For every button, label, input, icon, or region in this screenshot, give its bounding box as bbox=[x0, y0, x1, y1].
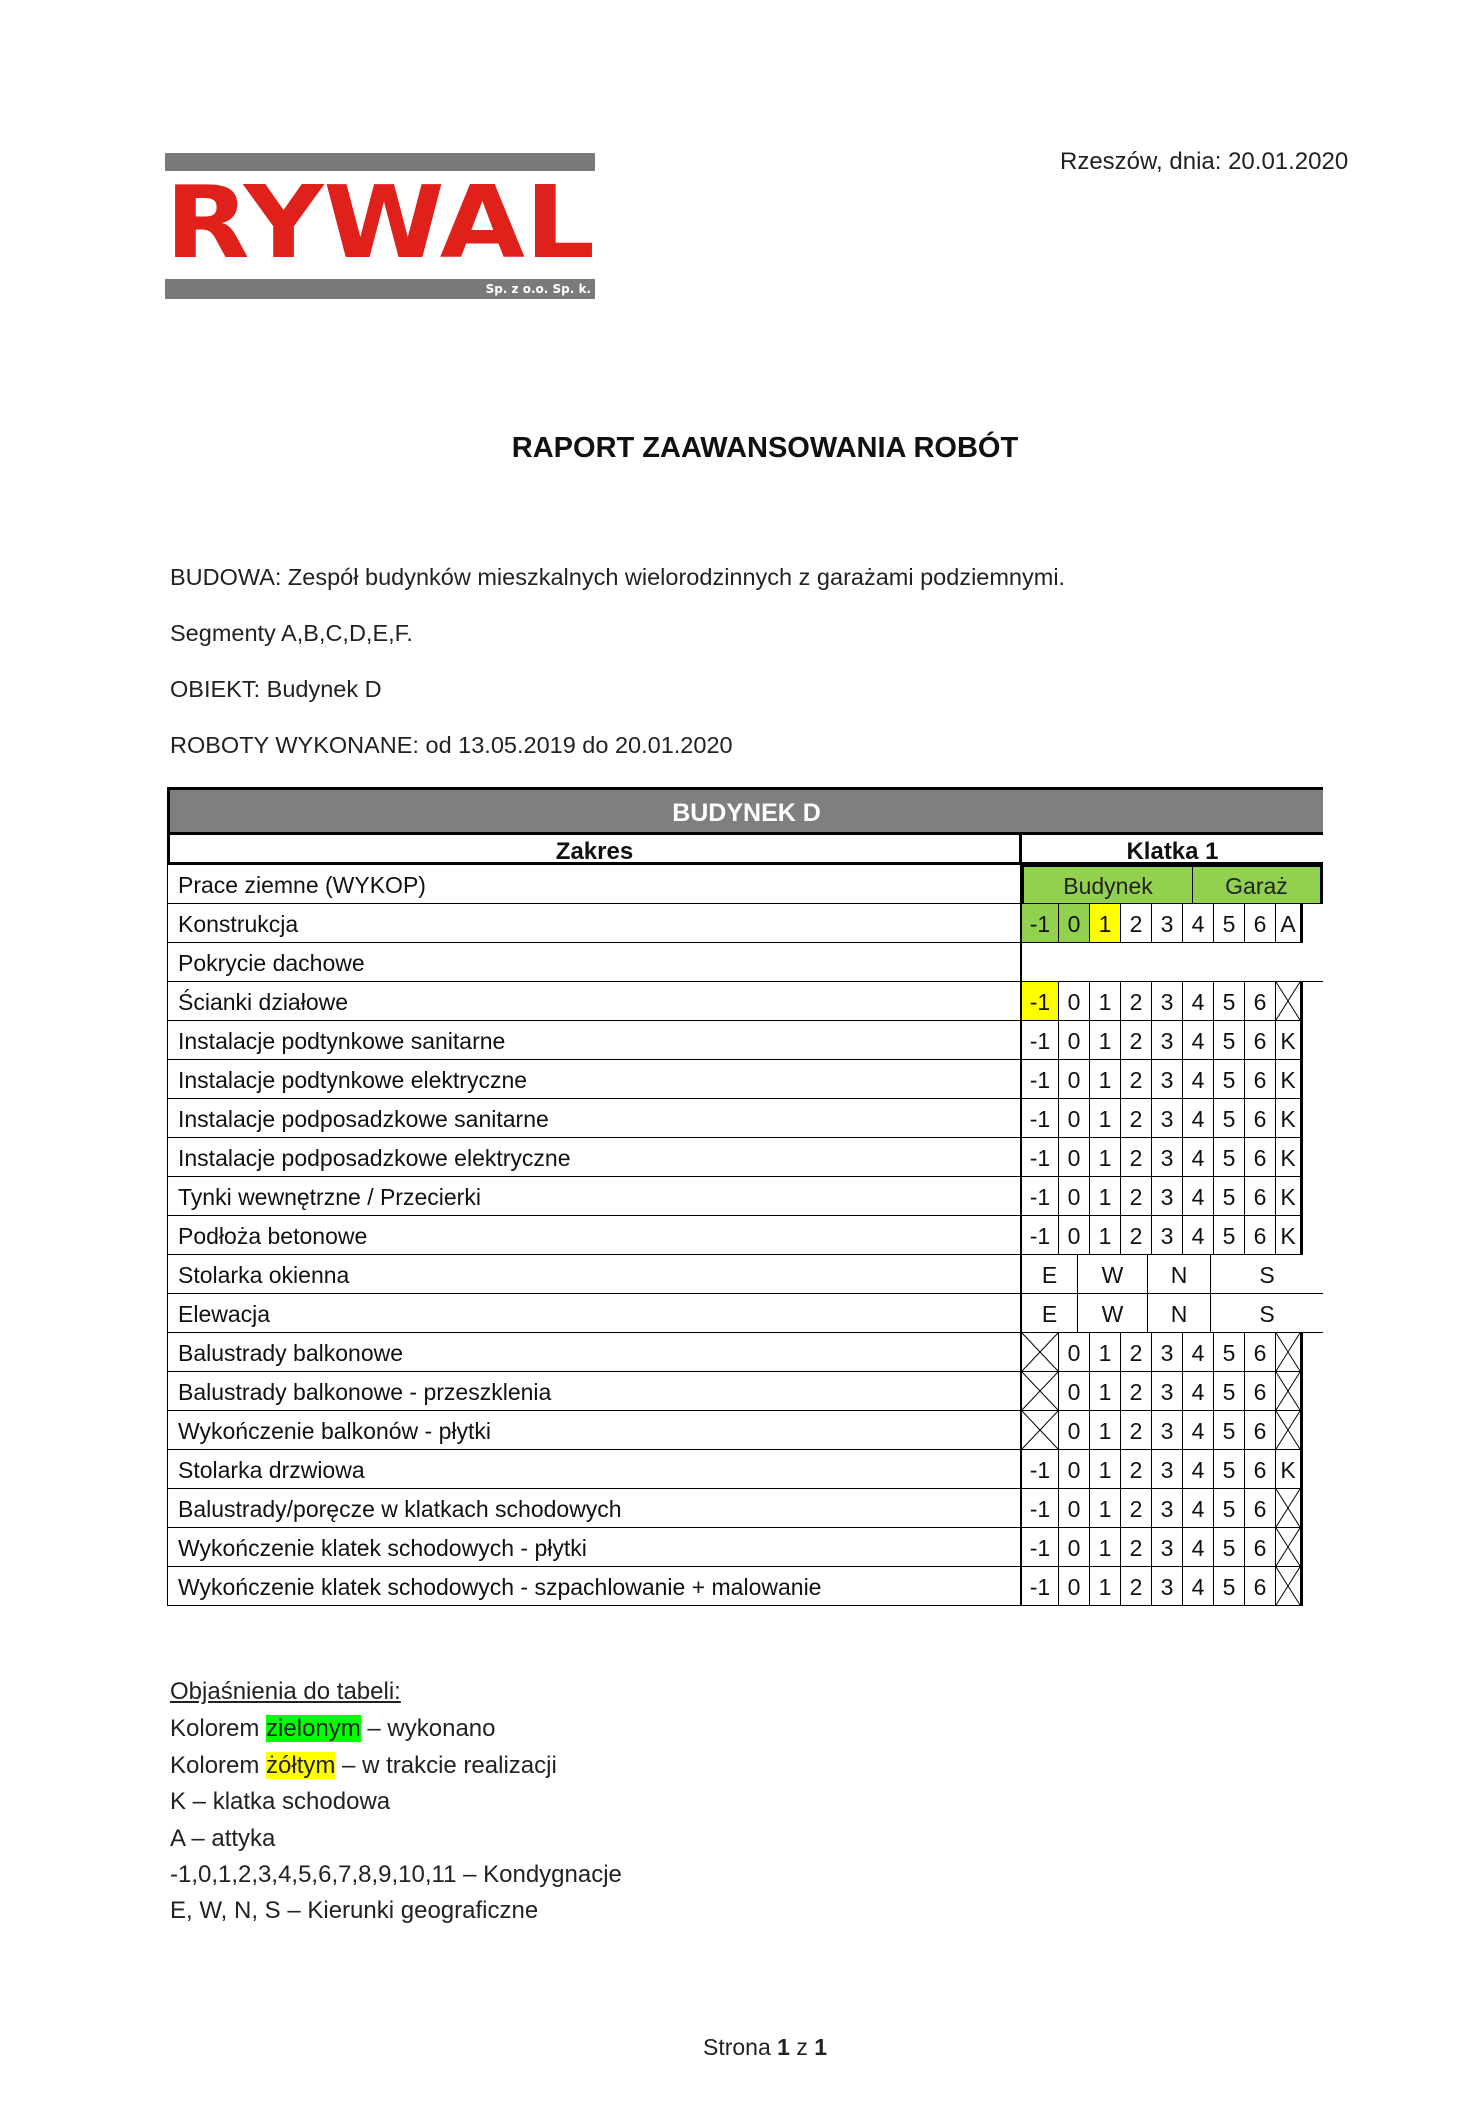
floor-cell: -1 bbox=[1022, 1216, 1059, 1255]
floor-cell: 4 bbox=[1183, 1372, 1214, 1411]
floor-cell: 2 bbox=[1121, 1177, 1152, 1216]
direction-cell: E bbox=[1022, 1255, 1078, 1294]
floor-cell: 1 bbox=[1090, 1060, 1121, 1099]
not-applicable-cross-icon bbox=[1276, 1372, 1300, 1410]
floor-cell: 4 bbox=[1183, 1411, 1214, 1450]
table-row bbox=[167, 1021, 1323, 1060]
floor-cell: 5 bbox=[1214, 1138, 1245, 1177]
floor-cells bbox=[1022, 1528, 1323, 1567]
floor-cell: 3 bbox=[1152, 904, 1183, 943]
floor-cell: 3 bbox=[1152, 1528, 1183, 1567]
not-applicable-cross-icon bbox=[1276, 1489, 1300, 1527]
floor-cell: 3 bbox=[1152, 1333, 1183, 1372]
floor-cell: K bbox=[1276, 1021, 1303, 1060]
floor-cell: 0 bbox=[1059, 1099, 1090, 1138]
floor-cell: 3 bbox=[1152, 1489, 1183, 1528]
floor-cells bbox=[1022, 1021, 1323, 1060]
floor-cell: K bbox=[1276, 1177, 1303, 1216]
floor-cell: 4 bbox=[1183, 1567, 1214, 1606]
floor-cell: 4 bbox=[1183, 1060, 1214, 1099]
legend-green-swatch: zielonym bbox=[266, 1715, 361, 1742]
floor-cell: 6 bbox=[1245, 904, 1276, 943]
column-header-scope: Zakres bbox=[167, 832, 1022, 865]
floor-cell: 4 bbox=[1183, 1021, 1214, 1060]
table-row bbox=[167, 1372, 1323, 1411]
floor-cell: -1 bbox=[1022, 1099, 1059, 1138]
floor-cell: 4 bbox=[1183, 1450, 1214, 1489]
table-row bbox=[167, 982, 1323, 1021]
row-label: Podłoża betonowe bbox=[167, 1216, 1022, 1255]
not-applicable-cell bbox=[1022, 1411, 1059, 1450]
floor-cell: -1 bbox=[1022, 1450, 1059, 1489]
floor-cell: 4 bbox=[1183, 1138, 1214, 1177]
row-label: Balustrady/poręcze w klatkach schodowych bbox=[167, 1489, 1022, 1528]
floor-cells bbox=[1022, 1138, 1323, 1177]
table-title: BUDYNEK D bbox=[167, 787, 1323, 832]
legend-yellow: Kolorem żółtym – w trakcie realizacji bbox=[170, 1752, 557, 1779]
floor-cell: 2 bbox=[1121, 1450, 1152, 1489]
floor-cell: K bbox=[1276, 1450, 1303, 1489]
group-header bbox=[1022, 865, 1323, 904]
floor-cell: 4 bbox=[1183, 1177, 1214, 1216]
floor-cell: 2 bbox=[1121, 904, 1152, 943]
floor-cell: 6 bbox=[1245, 1216, 1276, 1255]
floor-cell: 2 bbox=[1121, 1372, 1152, 1411]
row-label: Pokrycie dachowe bbox=[167, 943, 1022, 982]
floor-cells bbox=[1022, 1489, 1323, 1528]
row-label: Konstrukcja bbox=[167, 904, 1022, 943]
floor-cell: 0 bbox=[1059, 1138, 1090, 1177]
table-row bbox=[167, 943, 1323, 982]
floor-cell: 0 bbox=[1059, 1450, 1090, 1489]
table-row bbox=[167, 1450, 1323, 1489]
row-label: Prace ziemne (WYKOP) bbox=[167, 865, 1022, 904]
table-row bbox=[167, 1060, 1323, 1099]
floor-cell: 2 bbox=[1121, 1060, 1152, 1099]
not-applicable-cell bbox=[1276, 1372, 1303, 1411]
floor-cell: 6 bbox=[1245, 1021, 1276, 1060]
floor-cell: 0 bbox=[1059, 1021, 1090, 1060]
not-applicable-cell bbox=[1022, 1372, 1059, 1411]
floor-cell: 6 bbox=[1245, 1372, 1276, 1411]
row-label: Wykończenie balkonów - płytki bbox=[167, 1411, 1022, 1450]
floor-cell: 5 bbox=[1214, 904, 1245, 943]
floor-cells bbox=[1022, 1177, 1323, 1216]
floor-cells bbox=[1022, 1411, 1323, 1450]
column-header-stair: Klatka 1 bbox=[1022, 832, 1323, 865]
floor-cell: 1 bbox=[1090, 904, 1121, 943]
not-applicable-cross-icon bbox=[1276, 1567, 1300, 1605]
floor-cell: 1 bbox=[1090, 1021, 1121, 1060]
floor-cell: 0 bbox=[1059, 904, 1090, 943]
floor-cell: 0 bbox=[1059, 1567, 1090, 1606]
floor-cell: -1 bbox=[1022, 1528, 1059, 1567]
direction-cell: W bbox=[1078, 1294, 1148, 1333]
not-applicable-cross-icon bbox=[1022, 1333, 1058, 1371]
row-label: Instalacje podtynkowe elektryczne bbox=[167, 1060, 1022, 1099]
floor-cell: 1 bbox=[1090, 1177, 1121, 1216]
group-building: Budynek bbox=[1022, 865, 1193, 904]
direction-cell: E bbox=[1022, 1294, 1078, 1333]
floor-cell: 5 bbox=[1214, 1528, 1245, 1567]
floor-cell: 1 bbox=[1090, 1216, 1121, 1255]
floor-cell: 0 bbox=[1059, 1489, 1090, 1528]
floor-cell: -1 bbox=[1022, 1489, 1059, 1528]
row-label: Balustrady balkonowe bbox=[167, 1333, 1022, 1372]
not-applicable-cell bbox=[1276, 1567, 1303, 1606]
floor-cell: 6 bbox=[1245, 1489, 1276, 1528]
not-applicable-cell bbox=[1276, 1489, 1303, 1528]
table-row bbox=[167, 1333, 1323, 1372]
floor-cell: 6 bbox=[1245, 982, 1276, 1021]
floor-cell: 6 bbox=[1245, 1138, 1276, 1177]
row-label: Stolarka drzwiowa bbox=[167, 1450, 1022, 1489]
floor-cell: 4 bbox=[1183, 1528, 1214, 1567]
floor-cell: 2 bbox=[1121, 1099, 1152, 1138]
table-row bbox=[167, 865, 1323, 904]
floor-cell: 6 bbox=[1245, 1567, 1276, 1606]
info-roboty: ROBOTY WYKONANE: od 13.05.2019 do 20.01.2020 bbox=[170, 732, 733, 758]
floor-cells bbox=[1022, 1216, 1323, 1255]
floor-cell: 5 bbox=[1214, 1060, 1245, 1099]
floor-cell: 4 bbox=[1183, 982, 1214, 1021]
floor-cell: 3 bbox=[1152, 1411, 1183, 1450]
floor-cells bbox=[1022, 904, 1323, 943]
floor-cell: 2 bbox=[1121, 1216, 1152, 1255]
floor-cell: 1 bbox=[1090, 1099, 1121, 1138]
floor-cell: -1 bbox=[1022, 1567, 1059, 1606]
empty-cells bbox=[1022, 943, 1323, 982]
floor-cell: K bbox=[1276, 1138, 1303, 1177]
logo-text: RYWAL bbox=[165, 175, 595, 267]
row-label: Balustrady balkonowe - przeszklenia bbox=[167, 1372, 1022, 1411]
floor-cell: 0 bbox=[1059, 1333, 1090, 1372]
table-row bbox=[167, 1411, 1323, 1450]
floor-cell: 5 bbox=[1214, 1567, 1245, 1606]
row-label: Instalacje podposadzkowe elektryczne bbox=[167, 1138, 1022, 1177]
floor-cell: 2 bbox=[1121, 1021, 1152, 1060]
floor-cell: A bbox=[1276, 904, 1303, 943]
floor-cell: 1 bbox=[1090, 1567, 1121, 1606]
info-budowa: BUDOWA: Zespół budynków mieszkalnych wielorodzinnych z garażami podziemnymi. bbox=[170, 564, 1066, 590]
group-garage: Garaż bbox=[1193, 865, 1323, 904]
floor-cell: 6 bbox=[1245, 1177, 1276, 1216]
date-line: Rzeszów, dnia: 20.01.2020 bbox=[1060, 148, 1349, 175]
legend-floors: -1,0,1,2,3,4,5,6,7,8,9,10,11 – Kondygnacje bbox=[170, 1861, 622, 1888]
floor-cell: 5 bbox=[1214, 1177, 1245, 1216]
legend-a: A – attyka bbox=[170, 1825, 276, 1852]
row-label: Tynki wewnętrzne / Przecierki bbox=[167, 1177, 1022, 1216]
floor-cell: -1 bbox=[1022, 1138, 1059, 1177]
floor-cell: 6 bbox=[1245, 1333, 1276, 1372]
direction-cell: N bbox=[1148, 1255, 1211, 1294]
direction-cell: S bbox=[1211, 1255, 1323, 1294]
floor-cell: 1 bbox=[1090, 1333, 1121, 1372]
floor-cell: 4 bbox=[1183, 1489, 1214, 1528]
company-logo bbox=[165, 153, 595, 299]
floor-cell: 5 bbox=[1214, 1489, 1245, 1528]
floor-cell: 3 bbox=[1152, 982, 1183, 1021]
floor-cell: 5 bbox=[1214, 1099, 1245, 1138]
floor-cell: 6 bbox=[1245, 1060, 1276, 1099]
not-applicable-cross-icon bbox=[1022, 1372, 1058, 1410]
floor-cell: -1 bbox=[1022, 1060, 1059, 1099]
direction-cells bbox=[1022, 1294, 1323, 1333]
floor-cell: 2 bbox=[1121, 1528, 1152, 1567]
legend-green: Kolorem zielonym – wykonano bbox=[170, 1715, 496, 1742]
floor-cell: -1 bbox=[1022, 1177, 1059, 1216]
logo-wordmark bbox=[163, 175, 597, 267]
floor-cell: 4 bbox=[1183, 1216, 1214, 1255]
floor-cell: 3 bbox=[1152, 1021, 1183, 1060]
floor-cell: 3 bbox=[1152, 1099, 1183, 1138]
page-footer: Strona 1 z 1 bbox=[702, 2034, 828, 2060]
direction-cells bbox=[1022, 1255, 1323, 1294]
floor-cell: 3 bbox=[1152, 1216, 1183, 1255]
not-applicable-cell bbox=[1276, 1411, 1303, 1450]
floor-cell: 2 bbox=[1121, 1567, 1152, 1606]
legend-directions: E, W, N, S – Kierunki geograficzne bbox=[170, 1897, 539, 1924]
table-row bbox=[167, 1216, 1323, 1255]
floor-cells bbox=[1022, 1567, 1323, 1606]
legend-title: Objaśnienia do tabeli: bbox=[170, 1678, 401, 1705]
table-row bbox=[167, 1138, 1323, 1177]
floor-cell: K bbox=[1276, 1099, 1303, 1138]
info-obiekt: OBIEKT: Budynek D bbox=[170, 676, 382, 702]
not-applicable-cell bbox=[1276, 1333, 1303, 1372]
direction-cell: S bbox=[1211, 1294, 1323, 1333]
floor-cell: 2 bbox=[1121, 1138, 1152, 1177]
row-label: Elewacja bbox=[167, 1294, 1022, 1333]
direction-cell: W bbox=[1078, 1255, 1148, 1294]
floor-cells bbox=[1022, 1372, 1323, 1411]
floor-cell: 0 bbox=[1059, 1177, 1090, 1216]
floor-cell: 5 bbox=[1214, 982, 1245, 1021]
row-label: Ścianki działowe bbox=[167, 982, 1022, 1021]
row-label: Wykończenie klatek schodowych - szpachlowanie + malowanie bbox=[167, 1567, 1022, 1606]
floor-cell: 0 bbox=[1059, 1411, 1090, 1450]
floor-cell: 2 bbox=[1121, 1489, 1152, 1528]
not-applicable-cell bbox=[1022, 1333, 1059, 1372]
floor-cell: 4 bbox=[1183, 904, 1214, 943]
floor-cell: 1 bbox=[1090, 1450, 1121, 1489]
floor-cell: 0 bbox=[1059, 1372, 1090, 1411]
floor-cell: 0 bbox=[1059, 1528, 1090, 1567]
direction-cell: N bbox=[1148, 1294, 1211, 1333]
not-applicable-cross-icon bbox=[1022, 1411, 1058, 1449]
not-applicable-cross-icon bbox=[1276, 1411, 1300, 1449]
floor-cell: 0 bbox=[1059, 1060, 1090, 1099]
not-applicable-cross-icon bbox=[1276, 982, 1300, 1020]
floor-cell: -1 bbox=[1022, 904, 1059, 943]
floor-cell: 1 bbox=[1090, 1411, 1121, 1450]
table-row bbox=[167, 1294, 1323, 1333]
floor-cell: 0 bbox=[1059, 982, 1090, 1021]
legend-yellow-swatch: żółtym bbox=[266, 1752, 336, 1779]
floor-cell: 3 bbox=[1152, 1567, 1183, 1606]
floor-cell: 4 bbox=[1183, 1333, 1214, 1372]
floor-cell: 3 bbox=[1152, 1177, 1183, 1216]
row-label: Instalacje podposadzkowe sanitarne bbox=[167, 1099, 1022, 1138]
floor-cell: 6 bbox=[1245, 1528, 1276, 1567]
floor-cell: 6 bbox=[1245, 1099, 1276, 1138]
floor-cell: 1 bbox=[1090, 1528, 1121, 1567]
floor-cell: 2 bbox=[1121, 982, 1152, 1021]
table-row bbox=[167, 1489, 1323, 1528]
floor-cells bbox=[1022, 1060, 1323, 1099]
floor-cell: K bbox=[1276, 1216, 1303, 1255]
floor-cell: 2 bbox=[1121, 1411, 1152, 1450]
floor-cell: 6 bbox=[1245, 1411, 1276, 1450]
floor-cell: 3 bbox=[1152, 1138, 1183, 1177]
floor-cell: 3 bbox=[1152, 1060, 1183, 1099]
table-row bbox=[167, 1528, 1323, 1567]
floor-cell: -1 bbox=[1022, 982, 1059, 1021]
floor-cell: 1 bbox=[1090, 1489, 1121, 1528]
floor-cell: 3 bbox=[1152, 1450, 1183, 1489]
floor-cells bbox=[1022, 1333, 1323, 1372]
floor-cell: 0 bbox=[1059, 1216, 1090, 1255]
table-row bbox=[167, 1099, 1323, 1138]
not-applicable-cross-icon bbox=[1276, 1528, 1300, 1566]
page-title: RAPORT ZAAWANSOWANIA ROBÓT bbox=[511, 432, 1019, 464]
floor-cell: 4 bbox=[1183, 1099, 1214, 1138]
row-label: Wykończenie klatek schodowych - płytki bbox=[167, 1528, 1022, 1567]
floor-cell: 3 bbox=[1152, 1372, 1183, 1411]
floor-cell: -1 bbox=[1022, 1021, 1059, 1060]
row-label: Instalacje podtynkowe sanitarne bbox=[167, 1021, 1022, 1060]
row-label: Stolarka okienna bbox=[167, 1255, 1022, 1294]
floor-cell: K bbox=[1276, 1060, 1303, 1099]
floor-cell: 5 bbox=[1214, 1216, 1245, 1255]
floor-cells bbox=[1022, 1099, 1323, 1138]
floor-cell: 5 bbox=[1214, 1411, 1245, 1450]
floor-cell: 5 bbox=[1214, 1021, 1245, 1060]
logo-suffix: Sp. z o.o. Sp. k. bbox=[485, 282, 591, 296]
table-row bbox=[167, 1177, 1323, 1216]
legend-k: K – klatka schodowa bbox=[170, 1788, 391, 1815]
table-row bbox=[167, 1567, 1323, 1606]
floor-cell: 2 bbox=[1121, 1333, 1152, 1372]
floor-cell: 5 bbox=[1214, 1333, 1245, 1372]
info-segmenty: Segmenty A,B,C,D,E,F. bbox=[170, 620, 413, 646]
floor-cell: 6 bbox=[1245, 1450, 1276, 1489]
table-row bbox=[167, 904, 1323, 943]
floor-cells bbox=[1022, 982, 1323, 1021]
not-applicable-cell bbox=[1276, 1528, 1303, 1567]
floor-cell: 1 bbox=[1090, 982, 1121, 1021]
floor-cell: 5 bbox=[1214, 1450, 1245, 1489]
not-applicable-cross-icon bbox=[1276, 1333, 1300, 1371]
floor-cell: 1 bbox=[1090, 1138, 1121, 1177]
floor-cells bbox=[1022, 1450, 1323, 1489]
floor-cell: 1 bbox=[1090, 1372, 1121, 1411]
not-applicable-cell bbox=[1276, 982, 1303, 1021]
table-row bbox=[167, 1255, 1323, 1294]
floor-cell: 5 bbox=[1214, 1372, 1245, 1411]
